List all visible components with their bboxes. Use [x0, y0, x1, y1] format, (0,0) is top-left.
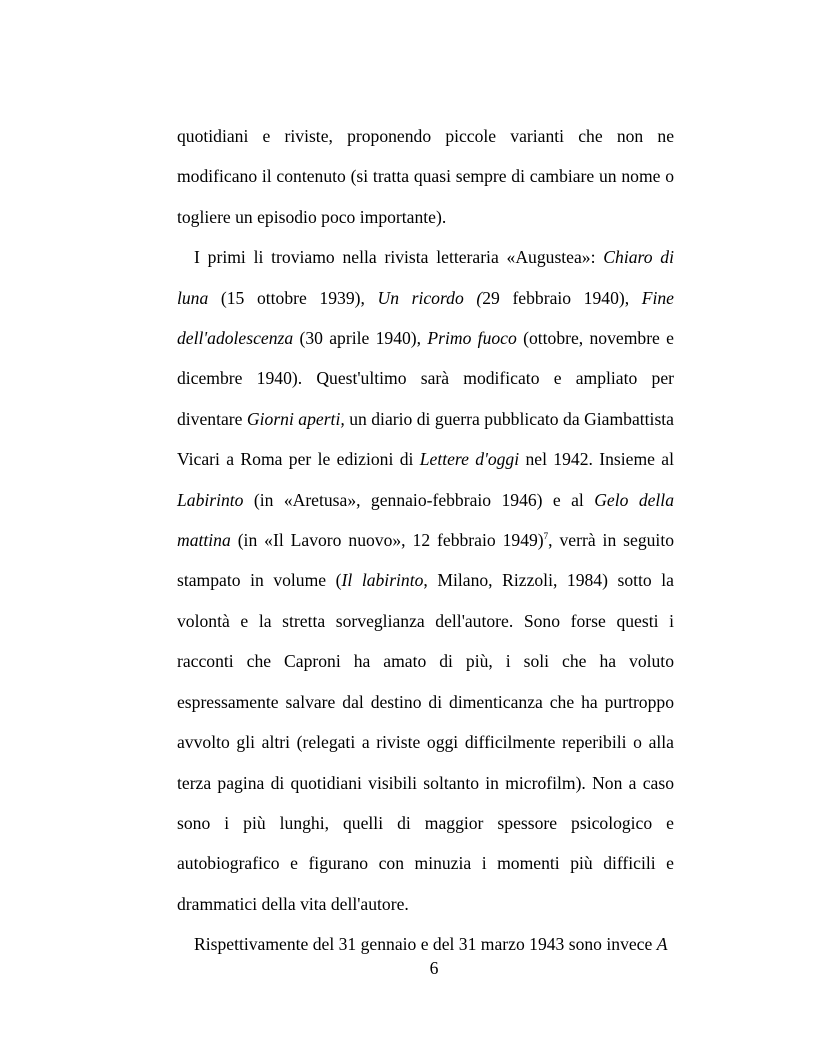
text-run: (ottobre, novembre e dicembre 1940). Quest'ultimo sarà modificato e ampliato per diventare [177, 328, 674, 429]
body-text [177, 116, 674, 965]
work-title: Primo fuoco [427, 328, 517, 349]
text-run: un diario di guerra pubblicato da Giambattista Vicari a Roma per le edizioni di [177, 408, 674, 470]
paragraph-1 [177, 116, 674, 237]
page-number: 6 [429, 958, 439, 978]
text-run: , Milano, Rizzoli, 1984) sotto la volontà e la stretta sorveglianza dell'autore. Sono forse questi i racconti che Caproni ha amato di più, i soli che ha voluto espressamente salvare dal destino di dimenticanza che ha purtroppo avvolto gli altri (relegati a riviste oggi difficilmente reperibili o alla terza pagina di quotidiani visibili soltanto in microfilm). Non a caso sono i più lunghi, quelli di maggior spessore psicologico e autobiografico e figurano con minuzia i momenti più difficili e drammatici della vita dell'autore. [177, 570, 674, 914]
text-run: (in «Aretusa», gennaio-febbraio 1946) e al [243, 489, 595, 510]
text-run: nel 1942. Insieme al [519, 449, 674, 470]
work-title: Lettere d'oggi [419, 449, 520, 470]
work-title: Labirinto [177, 489, 244, 510]
paragraph-2 [177, 237, 674, 924]
work-title: A [656, 934, 668, 955]
work-title: Fine dell'adolescenza [177, 287, 674, 349]
text-run: quotidiani e riviste, proponendo piccole varianti che non ne modificano il contenuto (si tratta quasi sempre di cambiare un nome o togliere un episodio poco importante). [177, 126, 674, 227]
work-title: Chiaro di luna [177, 247, 674, 308]
text-run: (30 aprile 1940), [293, 328, 428, 349]
work-title: Un ricordo ( [377, 287, 483, 308]
work-title: Gelo della mattina [177, 489, 674, 551]
text-run: I primi li troviamo nella rivista letteraria «Augustea»: [194, 247, 604, 268]
work-title: Il labirinto [341, 570, 424, 591]
text-run: , verrà in seguito stampato in volume ( [177, 530, 675, 591]
text-run: (15 ottobre 1939), [208, 287, 378, 308]
text-run: 29 febbraio 1940), [482, 287, 642, 308]
work-title: Giorni aperti, [246, 408, 345, 429]
footnote-reference: 7 [543, 531, 549, 542]
text-run: Rispettivamente del 31 gennaio e del 31 marzo 1943 sono invece [194, 934, 657, 955]
text-run: (in «Il Lavoro nuovo», 12 febbraio 1949) [230, 530, 544, 551]
